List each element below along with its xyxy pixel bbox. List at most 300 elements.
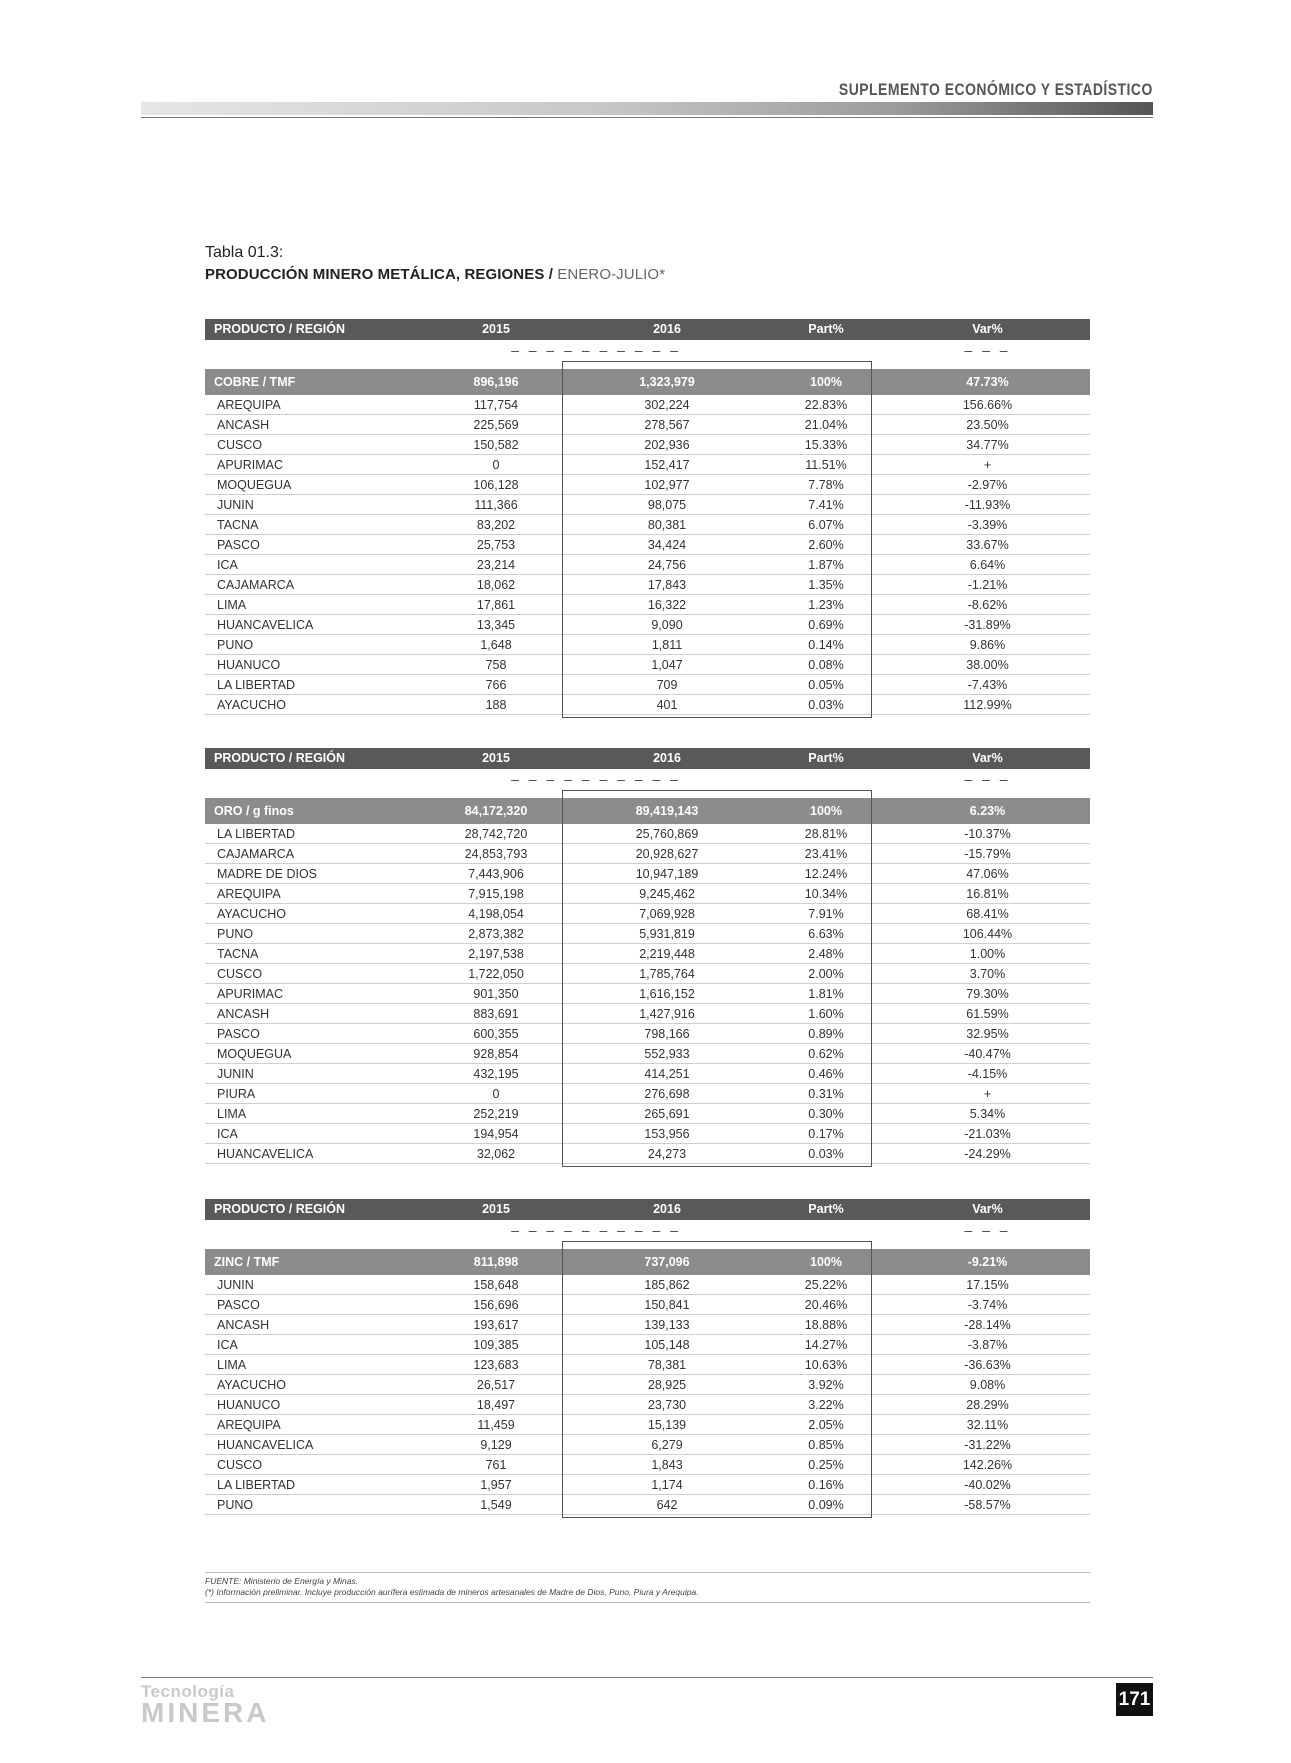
region-name: AYACUCHO [217,1378,286,1392]
value-2016: 105,148 [644,1338,690,1352]
value-2016: 28,925 [647,1378,687,1392]
part-percent: 21.04% [804,418,848,432]
source-line: FUENTE: Ministerio de Energía y Minas. [205,1576,359,1586]
value-2015: 1,957 [480,1478,512,1492]
table-row [205,1455,1090,1475]
value-2016: 5,931,819 [639,927,695,941]
table-period: ENERO-JULIO* [557,266,666,283]
var-percent: -21.03% [964,1127,1011,1141]
value-2015: 1,549 [480,1498,512,1512]
value-2016: 6,279 [651,1438,683,1452]
value-2016: 552,933 [644,1047,690,1061]
region-name: LA LIBERTAD [217,1478,296,1492]
value-2016: 153,956 [644,1127,690,1141]
product-2016: 1,323,979 [639,375,695,389]
header-2016: 2016 [653,751,681,765]
table-row [205,1435,1090,1455]
table-row [205,904,1090,924]
var-percent: + [983,458,992,472]
value-2016: 401 [656,698,678,712]
part-percent: 23.41% [804,847,848,861]
header-2016: 2016 [653,322,681,336]
part-percent: 25.22% [804,1278,848,1292]
value-2016: 798,166 [644,1027,690,1041]
var-percent: -31.22% [964,1438,1011,1452]
value-2015: 26,517 [476,1378,516,1392]
region-name: AREQUIPA [217,1418,281,1432]
product-2016: 89,419,143 [635,804,699,818]
region-name: HUANCAVELICA [217,1438,314,1452]
publication-logo [141,1683,269,1726]
region-name: MOQUEGUA [217,1047,292,1061]
value-2015: 0 [492,1087,500,1101]
var-percent: 47.06% [966,867,1009,881]
value-2015: 1,722,050 [468,967,524,981]
region-name: PASCO [217,538,260,552]
value-2015: 28,742,720 [464,827,528,841]
part-percent: 0.30% [808,1107,844,1121]
table-row [205,455,1090,475]
product-total-row [205,798,1090,824]
product-name: ZINC / TMF [214,1255,280,1269]
product-total-row [205,1249,1090,1275]
region-name: CUSCO [217,438,263,452]
var-percent: 28.29% [966,1398,1009,1412]
value-2016: 16,322 [647,598,687,612]
value-2015: 252,219 [473,1107,519,1121]
value-2015: 18,062 [476,578,516,592]
part-percent: 3.22% [808,1398,844,1412]
table-row [205,924,1090,944]
table-row [205,944,1090,964]
header-part: Part% [808,322,844,336]
var-percent: -4.15% [967,1067,1008,1081]
table-row [205,844,1090,864]
region-name: LA LIBERTAD [217,827,296,841]
value-2016: 24,273 [647,1147,687,1161]
dashes-row [205,340,1090,366]
var-percent: -24.29% [964,1147,1011,1161]
table-caption [205,244,665,283]
value-2016: 23,730 [647,1398,687,1412]
value-2016: 414,251 [644,1067,690,1081]
region-name: HUANUCO [217,1398,281,1412]
value-2016: 1,843 [651,1458,683,1472]
part-percent: 1.23% [808,598,844,612]
part-percent: 0.03% [808,1147,844,1161]
source-note [205,1572,1090,1603]
product-name: ORO / g finos [214,804,294,818]
table-title-text: PRODUCCIÓN MINERO METÁLICA, REGIONES / [205,266,558,283]
part-percent: 3.92% [808,1378,844,1392]
region-name: ANCASH [217,1318,270,1332]
value-2016: 265,691 [644,1107,690,1121]
dashes-right: – – – [964,342,1011,358]
product-part: 100% [810,804,842,818]
header-2016: 2016 [653,1202,681,1216]
value-2016: 202,936 [644,438,690,452]
value-2016: 80,381 [647,518,687,532]
part-percent: 0.31% [808,1087,844,1101]
value-2015: 928,854 [473,1047,519,1061]
table-row [205,884,1090,904]
var-percent: + [983,1087,992,1101]
var-percent: -36.63% [964,1358,1011,1372]
value-2015: 432,195 [473,1067,519,1081]
value-2015: 2,197,538 [468,947,524,961]
region-name: LIMA [217,1107,247,1121]
value-2016: 302,224 [644,398,690,412]
table-row [205,655,1090,675]
table-row [205,555,1090,575]
production-table [205,748,1090,1164]
region-name: CAJAMARCA [217,847,295,861]
value-2015: 111,366 [474,498,518,512]
table-row [205,984,1090,1004]
part-percent: 0.17% [808,1127,844,1141]
var-percent: -3.74% [967,1298,1008,1312]
value-2015: 13,345 [476,618,516,632]
dashes-right: – – – [964,771,1011,787]
value-2016: 150,841 [644,1298,690,1312]
footer-rule [141,1677,1153,1678]
value-2015: 0 [492,458,500,472]
var-percent: -8.62% [967,598,1008,612]
region-name: ANCASH [217,418,270,432]
value-2015: 4,198,054 [468,907,524,921]
product-2015: 896,196 [473,375,519,389]
value-2016: 24,756 [647,558,687,572]
table-row [205,635,1090,655]
var-percent: -7.43% [967,678,1008,692]
var-percent: 32.11% [966,1418,1009,1432]
table-row [205,1024,1090,1044]
part-percent: 0.05% [808,678,844,692]
value-2015: 18,497 [476,1398,516,1412]
table-row [205,1124,1090,1144]
region-name: AYACUCHO [217,907,286,921]
value-2016: 9,090 [651,618,683,632]
region-name: ICA [217,1127,238,1141]
value-2016: 642 [656,1498,678,1512]
value-2015: 758 [485,658,507,672]
part-percent: 1.81% [808,987,844,1001]
var-percent: 3.70% [969,967,1006,981]
logo-line-1: Tecnología [141,1682,235,1701]
var-percent: 61.59% [966,1007,1009,1021]
value-2016: 139,133 [644,1318,690,1332]
value-2016: 152,417 [644,458,690,472]
part-percent: 28.81% [804,827,848,841]
value-2015: 1,648 [480,638,512,652]
table-row [205,1375,1090,1395]
part-percent: 0.16% [808,1478,844,1492]
part-percent: 1.60% [808,1007,844,1021]
region-name: PUNO [217,1498,254,1512]
value-2016: 15,139 [647,1418,687,1432]
value-2015: 17,861 [476,598,516,612]
region-name: CUSCO [217,1458,263,1472]
part-percent: 1.35% [808,578,844,592]
table-row [205,1415,1090,1435]
part-percent: 0.09% [808,1498,844,1512]
table-row [205,1044,1090,1064]
var-percent: 1.00% [969,947,1006,961]
table-row [205,1104,1090,1124]
part-percent: 0.89% [808,1027,844,1041]
var-percent: -3.87% [967,1338,1008,1352]
table-row [205,1004,1090,1024]
product-part: 100% [810,1255,842,1269]
var-percent: 33.67% [966,538,1009,552]
value-2016: 34,424 [647,538,687,552]
var-percent: -40.02% [964,1478,1011,1492]
part-percent: 2.48% [808,947,844,961]
production-table [205,319,1090,715]
var-percent: -15.79% [964,847,1011,861]
region-name: TACNA [217,947,259,961]
part-percent: 20.46% [804,1298,848,1312]
value-2015: 106,128 [473,478,519,492]
var-percent: 79.30% [966,987,1009,1001]
part-percent: 0.03% [808,698,844,712]
value-2015: 83,202 [476,518,516,532]
table-row [205,1495,1090,1515]
value-2016: 1,174 [651,1478,683,1492]
table-row [205,964,1090,984]
region-name: ICA [217,558,238,572]
value-2015: 2,873,382 [468,927,524,941]
table-row [205,435,1090,455]
value-2015: 7,443,906 [468,867,524,881]
value-2016: 276,698 [644,1087,690,1101]
product-part: 100% [810,375,842,389]
region-name: HUANCAVELICA [217,1147,314,1161]
logo-line-2: MINERA [141,1697,270,1728]
part-percent: 0.14% [808,638,844,652]
value-2015: 150,582 [473,438,519,452]
value-2016: 1,616,152 [639,987,695,1001]
value-2015: 225,569 [473,418,519,432]
note-line: (*) Información preliminar. Incluye producción aurífera estimada de mineros artesanales de Madre de Dios, Puno, Piura y Arequipa. [205,1587,699,1597]
header-region: PRODUCTO / REGIÓN [214,1202,346,1216]
var-percent: -3.39% [967,518,1008,532]
part-percent: 1.87% [808,558,844,572]
table-row [205,595,1090,615]
value-2015: 123,683 [473,1358,519,1372]
header-2015: 2015 [482,751,510,765]
var-percent: 112.99% [963,698,1012,712]
value-2016: 278,567 [644,418,690,432]
header-var: Var% [972,322,1003,336]
dashes-mid: – – – – – – – – – – [511,771,681,787]
region-name: JUNIN [217,498,254,512]
part-percent: 2.05% [808,1418,844,1432]
region-name: MADRE DE DIOS [217,867,318,881]
part-percent: 11.51% [805,458,847,472]
part-percent: 0.25% [808,1458,844,1472]
region-name: PUNO [217,927,254,941]
header-title: SUPLEMENTO ECONÓMICO Y ESTADÍSTICO [839,80,1153,99]
header-var: Var% [972,1202,1003,1216]
value-2015: 11,459 [477,1418,515,1432]
value-2015: 24,853,793 [464,847,528,861]
value-2016: 78,381 [647,1358,687,1372]
value-2015: 761 [485,1458,507,1472]
table-row [205,475,1090,495]
region-name: PASCO [217,1298,260,1312]
table-row [205,1144,1090,1164]
value-2015: 193,617 [473,1318,519,1332]
region-name: HUANCAVELICA [217,618,314,632]
part-percent: 0.08% [808,658,844,672]
part-percent: 0.46% [808,1067,844,1081]
value-2015: 194,954 [473,1127,519,1141]
part-percent: 7.78% [808,478,844,492]
header-part: Part% [808,1202,844,1216]
var-percent: -10.37% [964,827,1011,841]
region-name: AYACUCHO [217,698,286,712]
part-percent: 0.62% [808,1047,844,1061]
value-2016: 17,843 [647,578,687,592]
table-row [205,495,1090,515]
value-2015: 188 [485,698,507,712]
table-row [205,1395,1090,1415]
value-2015: 158,648 [473,1278,519,1292]
region-name: AREQUIPA [217,398,281,412]
table-title [205,266,665,283]
value-2016: 1,047 [651,658,683,672]
region-name: ICA [217,1338,238,1352]
region-name: CUSCO [217,967,263,981]
region-name: PUNO [217,638,254,652]
var-percent: -58.57% [964,1498,1011,1512]
part-percent: 0.69% [808,618,844,632]
table-row [205,695,1090,715]
product-var: -9.21% [967,1255,1008,1269]
value-2016: 1,811 [651,638,683,652]
part-percent: 2.00% [808,967,844,981]
production-table [205,1199,1090,1515]
value-2016: 102,977 [644,478,690,492]
header-2015: 2015 [482,322,510,336]
table-row [205,864,1090,884]
table-row [205,1335,1090,1355]
var-percent: 38.00% [966,658,1009,672]
var-percent: 16.81% [966,887,1009,901]
region-name: LIMA [217,598,247,612]
value-2016: 20,928,627 [635,847,699,861]
table-row [205,1475,1090,1495]
table-label: Tabla 01.3: [205,244,284,261]
product-2015: 84,172,320 [464,804,528,818]
var-percent: 17.15% [966,1278,1009,1292]
part-percent: 10.63% [804,1358,848,1372]
header-region: PRODUCTO / REGIÓN [214,322,346,336]
table-row [205,1275,1090,1295]
product-2015: 811,898 [473,1255,519,1269]
product-var: 6.23% [969,804,1006,818]
table-header-row [205,1199,1090,1220]
region-name: LA LIBERTAD [217,678,296,692]
header-2015: 2015 [482,1202,510,1216]
var-percent: -28.14% [964,1318,1011,1332]
table-row [205,675,1090,695]
dashes-row [205,769,1090,795]
dashes-mid: – – – – – – – – – – [511,342,681,358]
var-percent: 142.26% [962,1458,1013,1472]
var-percent: 68.41% [966,907,1009,921]
header-region: PRODUCTO / REGIÓN [214,751,346,765]
var-percent: 6.64% [969,558,1006,572]
part-percent: 2.60% [808,538,844,552]
value-2016: 1,785,764 [639,967,695,981]
part-percent: 12.24% [804,867,848,881]
product-total-row [205,369,1090,395]
product-name: COBRE / TMF [214,375,296,389]
value-2016: 10,947,189 [635,867,699,881]
value-2015: 117,754 [473,398,519,412]
var-percent: 9.08% [969,1378,1006,1392]
part-percent: 10.34% [804,887,848,901]
value-2015: 901,350 [473,987,519,1001]
region-name: ANCASH [217,1007,270,1021]
value-2015: 600,355 [473,1027,519,1041]
region-name: PIURA [217,1087,256,1101]
header-var: Var% [972,751,1003,765]
page-number: 171 [1116,1683,1153,1716]
table-row [205,535,1090,555]
dashes-row [205,1220,1090,1246]
header-part: Part% [808,751,844,765]
value-2016: 9,245,462 [639,887,695,901]
region-name: AREQUIPA [217,887,281,901]
var-percent: -1.21% [967,578,1008,592]
value-2016: 98,075 [647,498,687,512]
part-percent: 6.63% [808,927,844,941]
value-2016: 185,862 [644,1278,690,1292]
var-percent: -11.93% [964,498,1011,512]
value-2016: 709 [656,678,678,692]
part-percent: 22.83% [804,398,848,412]
var-percent: 9.86% [969,638,1006,652]
value-2015: 32,062 [476,1147,516,1161]
region-name: CAJAMARCA [217,578,295,592]
var-percent: 34.77% [966,438,1009,452]
table-row [205,1295,1090,1315]
part-percent: 18.88% [804,1318,848,1332]
part-percent: 7.91% [808,907,844,921]
var-percent: 32.95% [966,1027,1009,1041]
dashes-right: – – – [964,1222,1011,1238]
region-name: JUNIN [217,1278,254,1292]
region-name: APURIMAC [217,987,283,1001]
region-name: APURIMAC [217,458,283,472]
value-2016: 1,427,916 [639,1007,695,1021]
value-2015: 9,129 [480,1438,512,1452]
part-percent: 0.85% [808,1438,844,1452]
part-percent: 15.33% [804,438,848,452]
var-percent: 106.44% [962,927,1013,941]
region-name: MOQUEGUA [217,478,292,492]
value-2016: 7,069,928 [639,907,695,921]
table-row [205,515,1090,535]
table-row [205,395,1090,415]
value-2015: 109,385 [473,1338,519,1352]
var-percent: 156.66% [962,398,1013,412]
table-row [205,1064,1090,1084]
header-rule [141,117,1153,118]
